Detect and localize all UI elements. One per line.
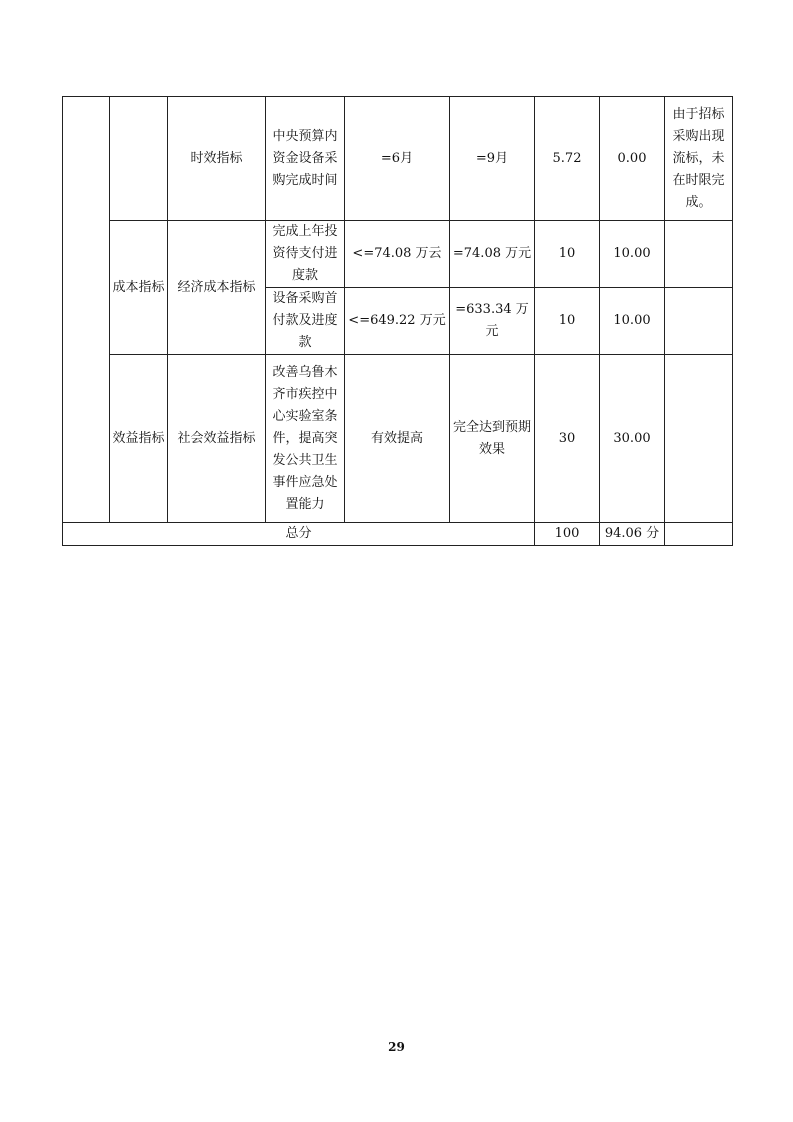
score-cost-1: 10.00 <box>600 221 665 288</box>
page-number: 29 <box>388 1040 405 1054</box>
level2-benefit: 效益指标 <box>110 355 168 523</box>
target-timeliness: =6月 <box>345 97 450 221</box>
category-cost: 经济成本指标 <box>168 221 266 355</box>
total-row <box>63 523 733 546</box>
category-timeliness: 时效指标 <box>168 97 266 221</box>
indicator-cost-1: 完成上年投资待支付进度款 <box>266 221 345 288</box>
weight-cost-1: 10 <box>535 221 600 288</box>
target-cost-2: <=649.22 万元 <box>345 288 450 355</box>
note-benefit <box>665 355 733 523</box>
actual-cost-1: =74.08 万元 <box>450 221 535 288</box>
score-timeliness: 0.00 <box>600 97 665 221</box>
target-benefit: 有效提高 <box>345 355 450 523</box>
total-label: 总分 <box>63 523 535 546</box>
level2-cost: 成本指标 <box>110 221 168 355</box>
score-cost-2: 10.00 <box>600 288 665 355</box>
score-benefit: 30.00 <box>600 355 665 523</box>
indicator-timeliness: 中央预算内资金设备采购完成时间 <box>266 97 345 221</box>
actual-timeliness: =9月 <box>450 97 535 221</box>
level1-cell <box>63 97 110 523</box>
level2-cell-blank <box>110 97 168 221</box>
target-cost-1: <=74.08 万云 <box>345 221 450 288</box>
timeliness-row <box>63 97 733 221</box>
note-cost-1 <box>665 221 733 288</box>
total-score: 94.06 分 <box>600 523 665 546</box>
note-timeliness: 由于招标采购出现流标，未在时限完成。 <box>665 97 733 221</box>
actual-cost-2: =633.34 万元 <box>450 288 535 355</box>
total-note <box>665 523 733 546</box>
indicator-cost-2: 设备采购首付款及进度款 <box>266 288 345 355</box>
indicator-benefit: 改善乌鲁木齐市疾控中心实验室条件，提高突发公共卫生事件应急处置能力 <box>266 355 345 523</box>
performance-table <box>62 96 733 546</box>
weight-cost-2: 10 <box>535 288 600 355</box>
category-benefit: 社会效益指标 <box>168 355 266 523</box>
actual-benefit: 完全达到预期效果 <box>450 355 535 523</box>
total-weight: 100 <box>535 523 600 546</box>
weight-benefit: 30 <box>535 355 600 523</box>
weight-timeliness: 5.72 <box>535 97 600 221</box>
benefit-row <box>63 355 733 523</box>
note-cost-2 <box>665 288 733 355</box>
cost-row-1 <box>63 221 733 288</box>
